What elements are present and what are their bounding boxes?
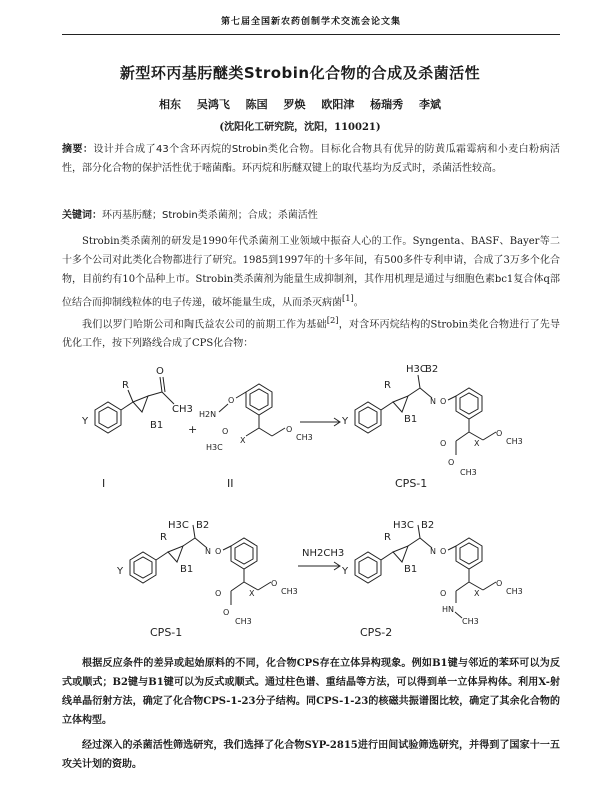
atom-O: O	[440, 439, 447, 448]
affiliation: (沈阳化工研究院，沈阳，110021)	[219, 122, 381, 133]
atom-O: O	[440, 589, 447, 598]
atom-Y: Y	[342, 416, 349, 427]
intro-end: 。	[353, 297, 364, 309]
atom-R: R	[122, 380, 129, 391]
atom-CH3: CH3	[462, 617, 479, 626]
atom-N: N	[430, 547, 436, 556]
compound-CPS-2-structure	[341, 520, 523, 626]
atom-H3C: H3C	[206, 443, 223, 452]
abstract-label: 摘要：	[62, 144, 94, 155]
atom-Y: Y	[82, 416, 89, 427]
atom-O: O	[286, 425, 293, 434]
bond-label-B2: B2	[421, 520, 435, 531]
atom-N: N	[430, 397, 436, 406]
atom-O: O	[222, 427, 229, 436]
bond-label-B2: B2	[196, 520, 210, 531]
atom-H3C: H3C	[168, 520, 189, 531]
atom-Y: Y	[342, 566, 349, 577]
atom-CH3: CH3	[460, 468, 477, 477]
citation-1: [1]	[342, 293, 354, 303]
atom-R: R	[160, 532, 167, 543]
atom-CH3: CH3	[172, 404, 193, 415]
running-header: 第七届全国新农药创制学术交流会论文集	[220, 17, 401, 27]
bond-label-B1: B1	[180, 564, 194, 575]
atom-X: X	[474, 589, 480, 598]
intro-text: Strobin类杀菌剂的研发是1990年代杀菌剂工业领域中振奋人心的工作。Syngenta、BASF、Bayer等二十多个公司对此类化合物都进行了研究。1985到1997年的十多年间，有500多件专利申请，合成了3万多个化合物，目前约有10个品种上市。Strobin类杀菌剂为能量生成抑制剂，其作用机理是通过与细胞色素bc1复合体q部位结合而抑制线粒体的电子传递，破坏能量生成，从而杀灭病菌	[62, 236, 560, 309]
compound-CPS-1-bottom-structure	[116, 520, 298, 626]
atom-CH3: CH3	[235, 617, 252, 626]
method-text: 我们以罗门哈斯公司和陶氏益农公司的前期工作为基础	[82, 319, 327, 331]
atom-O: O	[223, 608, 230, 617]
atom-O: O	[156, 366, 164, 377]
stereo-paragraph: 根据反应条件的差异或起始原料的不同，化合物CPS存在立体异构现象。例如B1键与邻近的苯环可以为反式或顺式；B2键与B1键可以为反式或顺式。通过柱色谱、重结晶等方法，可以得到单一立体异构体。利用X-射线单晶衍射方法，确定了化合物CPS-1-23分子结构。同CPS-1-23的核磁共振谱图比较，确定了其余化合物的立体构型。	[62, 658, 560, 726]
compound-II-structure	[199, 384, 313, 452]
atom-CH3: CH3	[281, 587, 298, 596]
label-compound-CPS-2: CPS-2	[360, 626, 393, 639]
reagent-methylamine: NH2CH3	[302, 548, 345, 559]
atom-X: X	[240, 436, 246, 445]
atom-R: R	[384, 380, 391, 391]
keywords-label: 关键词：	[62, 210, 102, 221]
compound-CPS-1-structure	[341, 364, 523, 477]
abstract-text: 设计并合成了43个含环丙烷的Strobin类化合物。目标化合物具有优异的防黄瓜霜霉病和小麦白粉病活性，部分化合物的保护活性优于嘧菌酯。环丙烷和肟醚双键上的取代基均为反式时，杀菌活性较高。	[62, 144, 561, 174]
atom-Y: Y	[117, 566, 124, 577]
method-end: ，对含环丙烷结构的Strobin类化合物进行了先导优化工作，按下列路线合成了CPS化合物：	[62, 319, 561, 350]
atom-X: X	[474, 439, 480, 448]
atom-N: N	[205, 547, 211, 556]
atom-H3C: H3C	[393, 520, 414, 531]
screening-paragraph: 经过深入的杀菌活性筛选研究，我们选择了化合物SYP-2815进行田间试验筛选研究，并得到了国家十一五攻关计划的资助。	[62, 740, 560, 770]
keywords-text: 环丙基肟醚；Strobin类杀菌剂；合成；杀菌活性	[102, 210, 318, 221]
label-compound-CPS-1-top: CPS-1	[395, 477, 428, 490]
label-compound-I: I	[102, 477, 106, 490]
bond-label-B1: B1	[404, 414, 418, 425]
atom-O: O	[215, 547, 222, 556]
atom-O: O	[440, 547, 447, 556]
atom-X: X	[249, 589, 255, 598]
atom-HN: HN	[442, 605, 454, 614]
atom-O: O	[448, 458, 455, 467]
atom-H2N: H2N	[199, 410, 217, 419]
atom-R: R	[384, 532, 391, 543]
plus-sign: +	[188, 423, 198, 436]
atom-O: O	[271, 579, 278, 588]
bond-label-B2: B2	[425, 364, 439, 375]
authors: 相东 吴鸿飞 陈国 罗焕 欧阳津 杨瑞秀 李斌	[159, 98, 441, 111]
compound-I-structure	[81, 366, 193, 433]
label-compound-II: II	[227, 477, 234, 490]
atom-O: O	[496, 429, 503, 438]
atom-O: O	[496, 579, 503, 588]
atom-CH3: CH3	[506, 587, 523, 596]
paper-title: 新型环丙基肟醚类Strobin化合物的合成及杀菌活性	[119, 64, 481, 82]
atom-H3C: H3C	[406, 364, 427, 375]
atom-CH3: CH3	[296, 433, 313, 442]
label-compound-CPS-1-bottom: CPS-1	[150, 626, 183, 639]
atom-O: O	[440, 397, 447, 406]
bond-label-B1: B1	[150, 420, 164, 431]
atom-CH3: CH3	[506, 437, 523, 446]
atom-O: O	[228, 396, 235, 405]
atom-O: O	[215, 589, 222, 598]
bond-label-B1: B1	[404, 564, 418, 575]
citation-2: [2]	[326, 315, 339, 325]
